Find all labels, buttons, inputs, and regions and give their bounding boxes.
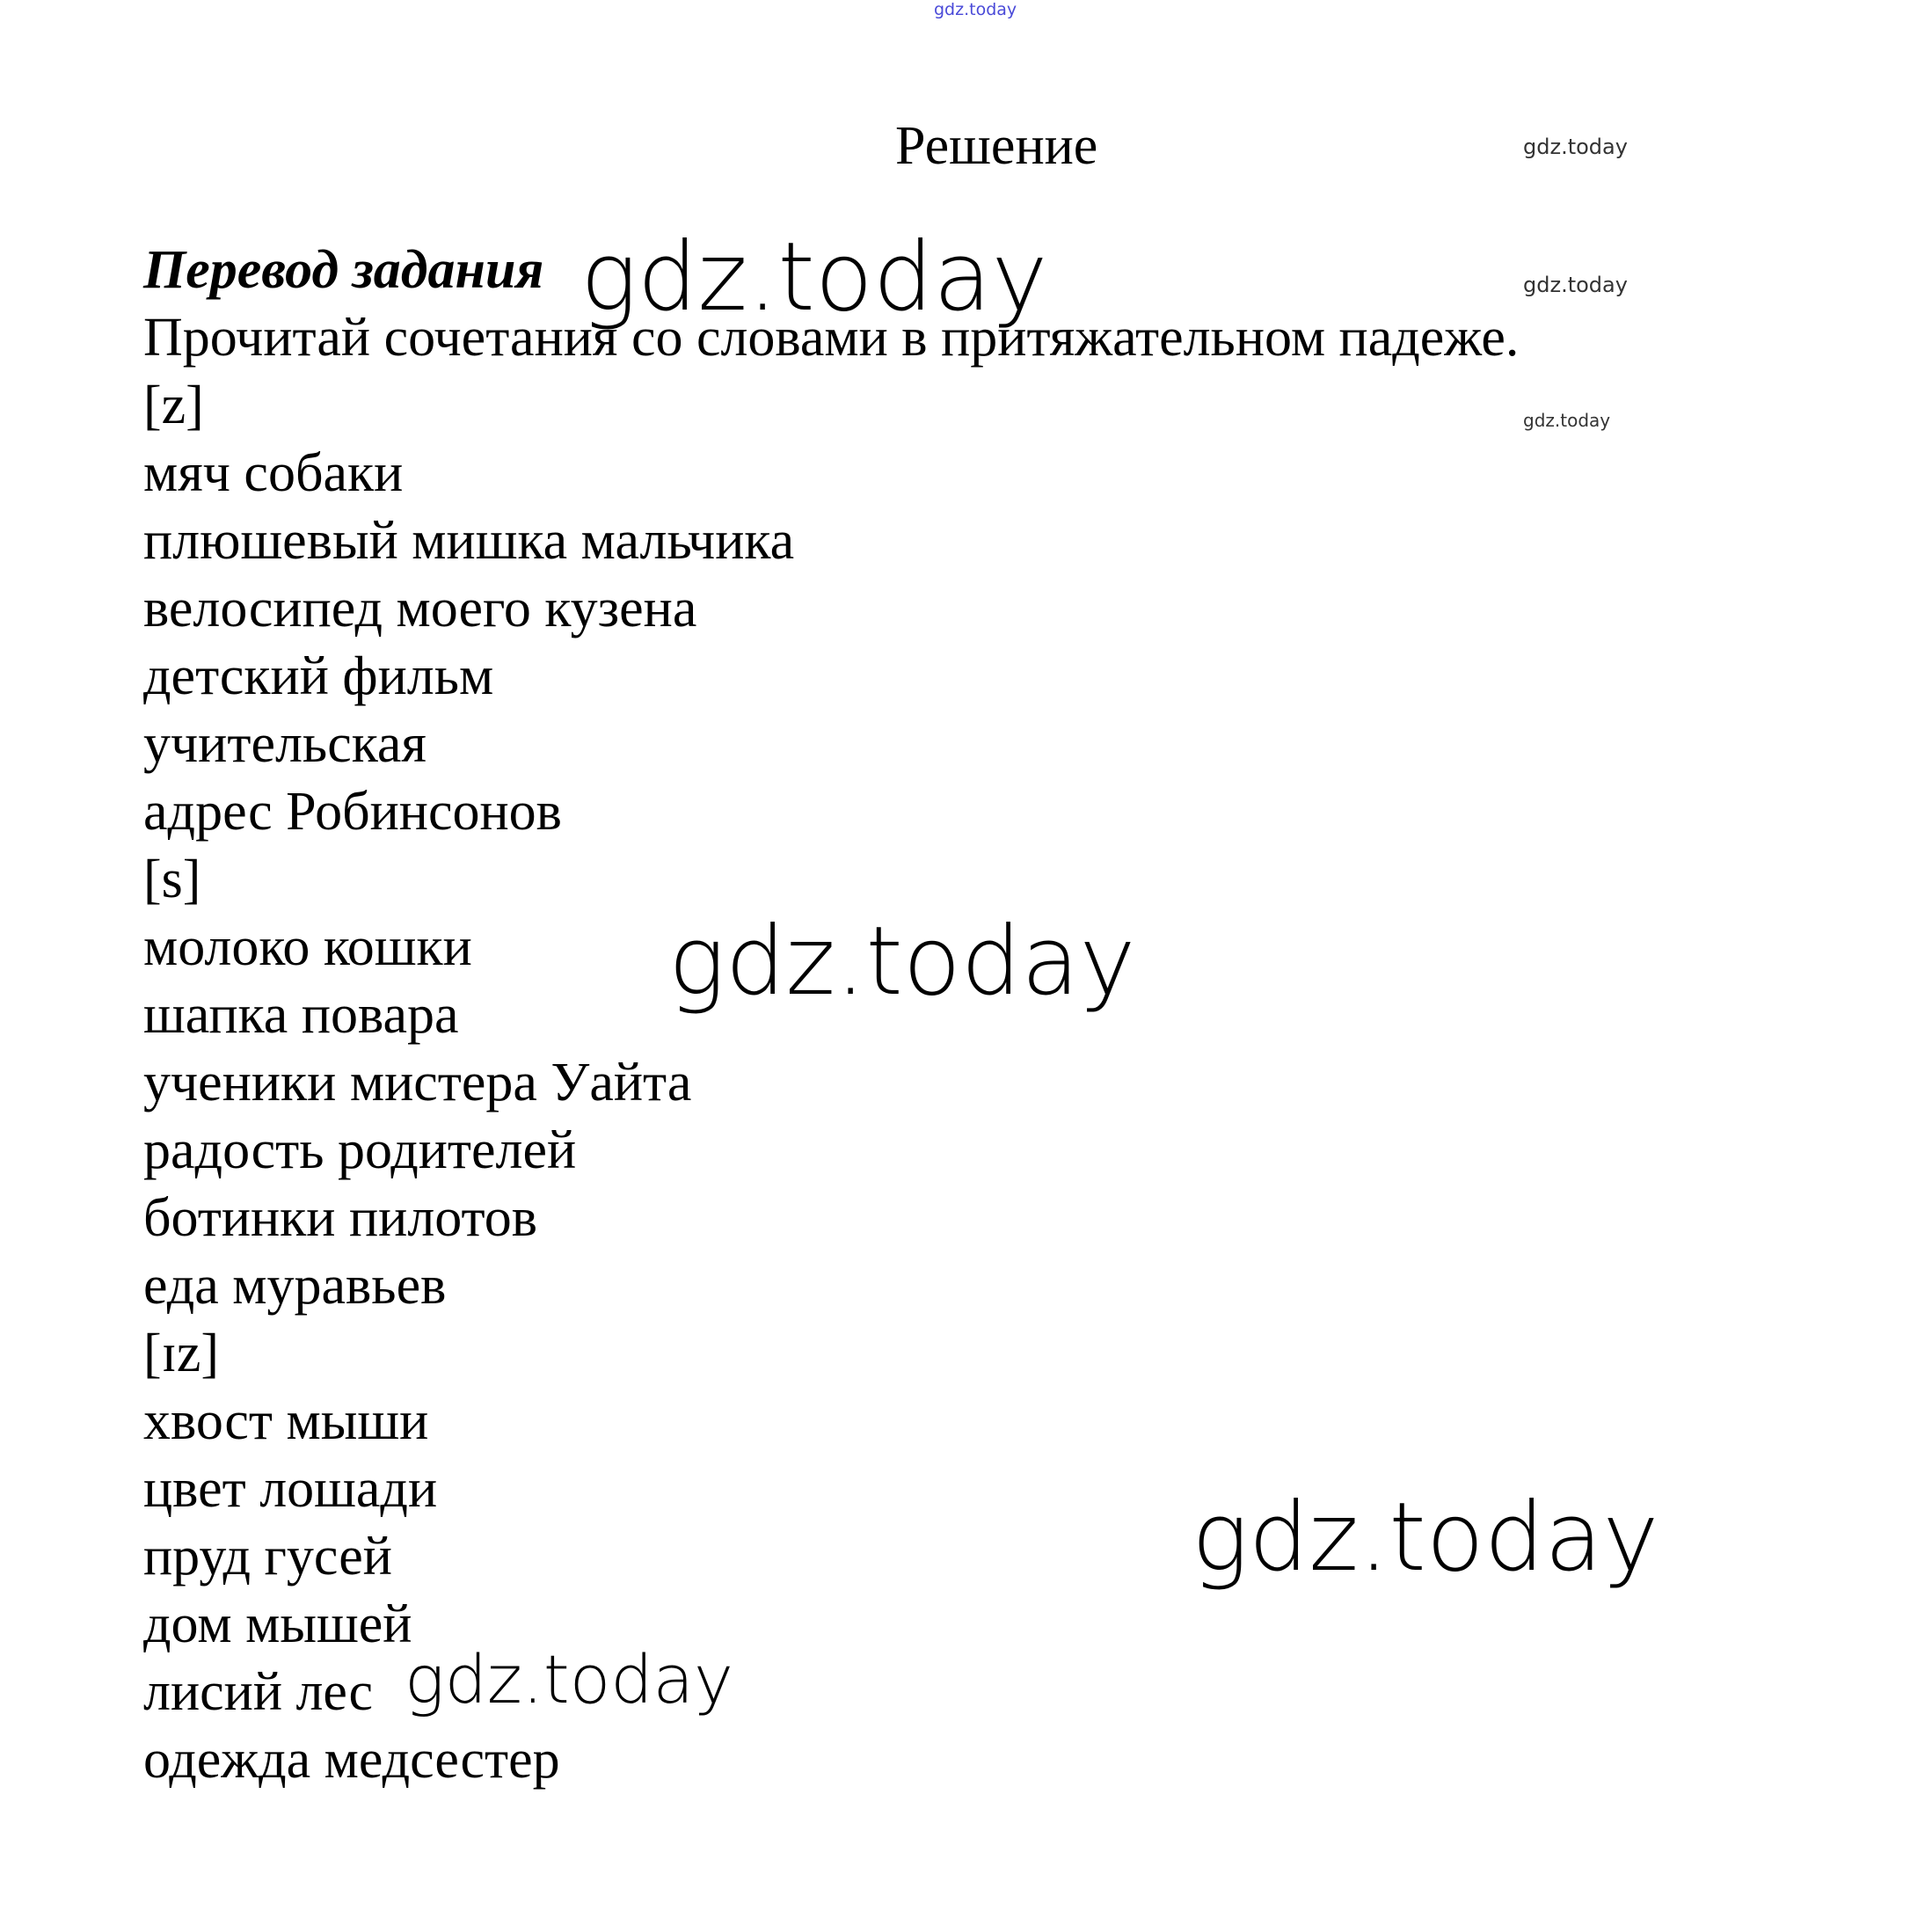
list-item: велосипед моего кузена bbox=[143, 579, 697, 638]
list-item: [z] bbox=[143, 376, 204, 435]
list-item: мяч собаки bbox=[143, 443, 404, 503]
list-item: ботинки пилотов bbox=[143, 1188, 538, 1248]
small-watermark-1: gdz.today bbox=[1523, 135, 1628, 159]
list-item: адрес Робинсонов bbox=[143, 782, 562, 842]
list-item: лисий лес bbox=[143, 1662, 374, 1722]
section-heading: Перевод задания bbox=[143, 240, 544, 300]
large-watermark-1: gdz.today bbox=[580, 222, 1048, 332]
list-item: хвост мыши bbox=[143, 1391, 429, 1451]
list-item: молоко кошки bbox=[143, 917, 472, 977]
list-item: плюшевый мишка мальчика bbox=[143, 511, 795, 571]
list-item: шапка повара bbox=[143, 985, 459, 1045]
large-watermark-3: gdz.today bbox=[1192, 1483, 1659, 1593]
small-watermark-2: gdz.today bbox=[1523, 273, 1628, 297]
large-watermark-4: gdz.today bbox=[405, 1640, 733, 1718]
list-item: [s] bbox=[143, 850, 201, 909]
list-item: радость родителей bbox=[143, 1120, 577, 1180]
list-item: дом мышей bbox=[143, 1594, 412, 1654]
large-watermark-2: gdz.today bbox=[668, 907, 1136, 1017]
list-item: учительская bbox=[143, 714, 426, 774]
instruction-text: Прочитай сочетания со словами в притяжательном падеже. bbox=[143, 308, 1520, 368]
list-item: одежда медсестер bbox=[143, 1730, 560, 1790]
list-item: цвет лошади bbox=[143, 1459, 438, 1519]
top-watermark: gdz.today bbox=[934, 0, 1017, 19]
list-item: еда муравьев bbox=[143, 1256, 447, 1316]
page-title: Решение bbox=[895, 116, 1098, 176]
list-item: детский фильм bbox=[143, 646, 494, 706]
list-item: [ɪz] bbox=[143, 1324, 220, 1383]
small-watermark-3: gdz.today bbox=[1523, 410, 1611, 431]
list-item: ученики мистера Уайта bbox=[143, 1053, 692, 1112]
list-item: пруд гусей bbox=[143, 1527, 392, 1586]
